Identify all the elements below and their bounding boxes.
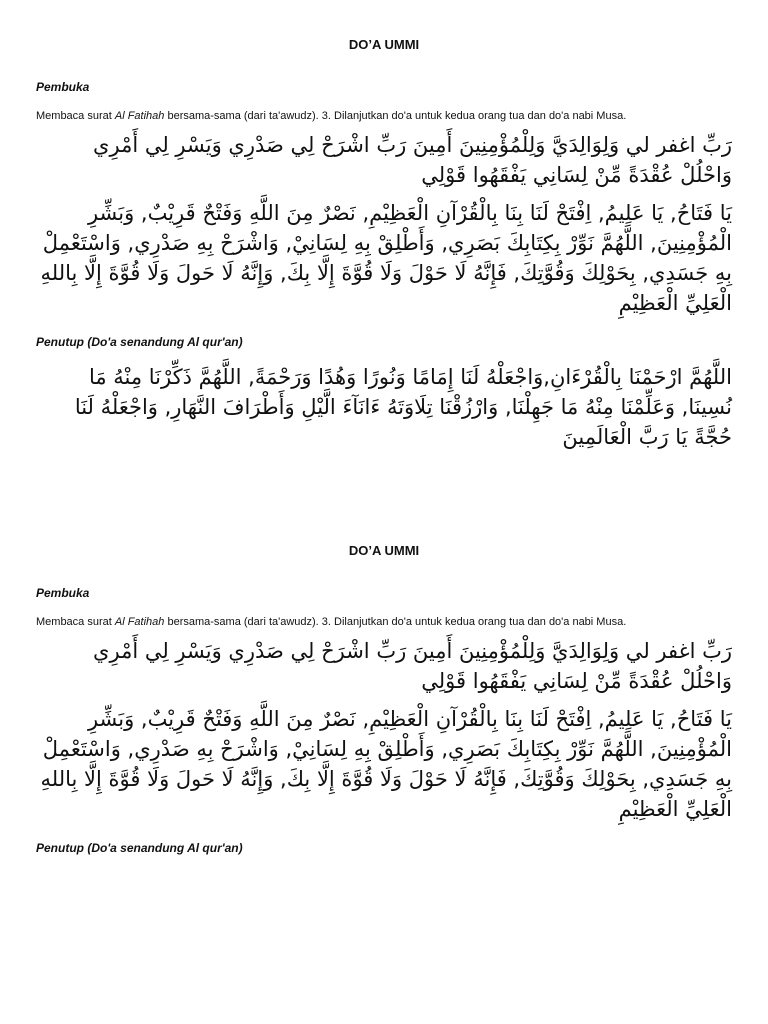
arabic-verse-opening-quran: يَا فَتَاحُ, يَا عَلِيمُ, اِفْتَحْ لَنَا بِنَا بِالْقُرْآنِ الْعَظِيْمِ, نَصْرٌ مِنَ اللَّهِ وَفَتْحٌ قَرِيْبٌ, وَبَشِّرِ الْمُؤْمِنِينَ, اللَّهُمَّ نَوِّرْ بِكِتَابِكَ بَصَرِي, وَأَطْلِقْ بِهِ لِسَانِيْ, وَاشْرَحْ بِهِ صَدْرِي, وَاسْتَعْمِلْ بِهِ جَسَدِي, بِحَوْلِكَ وَقُوَّتِكَ, فَإِنَّهُ لَا حَوْلَ وَلَا قُوَّةَ إِلَّا بِكَ, وَإِنَّهُ لَا حَولَ وَلَا قُوَّةَ إِلَّا بِاللهِ الْعَلِيِّ الْعَظِيْمِ [40, 201, 732, 315]
document-title: DO’A UMMI [348, 37, 420, 52]
surah-name: Al Fatihah [114, 110, 165, 122]
arabic-verse-parents-musa: رَبِّ اغفر لي وَلِوَالِدَيَّ وَلِلْمُؤْمِنِينَ أَمِينَ رَبِّ اشْرَحْ لِي صَدْرِي وَيَسْرِ لِي أَمْرِي وَاحْلُلْ عُقْدَةً مِّنْ لِسَانِي يَفْقَهُوا قَوْلِي [93, 639, 732, 693]
reading-instruction [36, 614, 732, 630]
instruction-text-after: bersama-sama (dari ta'awudz). 3. Dilanjutkan do'a untuk kedua orang tua dan do'a nabi Musa. [164, 616, 627, 628]
doa-section-2 [36, 540, 732, 856]
opening-heading: Pembuka [36, 80, 90, 94]
reading-instruction [36, 108, 732, 124]
closing-heading: Penutup (Do'a senandung Al qur'an) [36, 841, 243, 855]
arabic-verse-opening-quran: يَا فَتَاحُ, يَا عَلِيمُ, اِفْتَحْ لَنَا بِنَا بِالْقُرْآنِ الْعَظِيْمِ, نَصْرٌ مِنَ اللَّهِ وَفَتْحٌ قَرِيْبٌ, وَبَشِّرِ الْمُؤْمِنِينَ, اللَّهُمَّ نَوِّرْ بِكِتَابِكَ بَصَرِي, وَأَطْلِقْ بِهِ لِسَانِيْ, وَاشْرَحْ بِهِ صَدْرِي, وَاسْتَعْمِلْ بِهِ جَسَدِي, بِحَوْلِكَ وَقُوَّتِكَ, فَإِنَّهُ لَا حَوْلَ وَلَا قُوَّةَ إِلَّا بِكَ, وَإِنَّهُ لَا حَولَ وَلَا قُوَّةَ إِلَّا بِاللهِ الْعَلِيِّ الْعَظِيْمِ [40, 707, 732, 821]
document-title: DO’A UMMI [348, 543, 420, 558]
instruction-text-before: Membaca surat [36, 616, 115, 628]
arabic-verse-closing-quran: اللَّهُمَّ ارْحَمْنَا بِالْقُرْءَانِ,وَاجْعَلْهُ لَنَا إِمَامًا وَنُورًا وَهُدًا وَرَحْمَةً, اللَّهُمَّ ذَكِّرْنَا مِنْهُ مَا نُسِينَا, وَعَلِّمْنَا مِنْهُ مَا جَهِلْنَا, وَارْزُقْنَا تِلَاوَتَهُ ءَانَآءَ الَّيْلِ وَأَطْرَافَ النَّهَارِ, وَاجْعَلْهُ لَنَا حُجَّةً يَا رَبَّ الْعَالَمِينَ [74, 365, 732, 449]
doa-section-1 [36, 34, 732, 452]
surah-name: Al Fatihah [114, 616, 165, 628]
closing-heading: Penutup (Do'a senandung Al qur'an) [36, 335, 243, 349]
arabic-verse-parents-musa: رَبِّ اغفر لي وَلِوَالِدَيَّ وَلِلْمُؤْمِنِينَ أَمِينَ رَبِّ اشْرَحْ لِي صَدْرِي وَيَسْرِ لِي أَمْرِي وَاحْلُلْ عُقْدَةً مِّنْ لِسَانِي يَفْقَهُوا قَوْلِي [93, 133, 732, 187]
instruction-text-after: bersama-sama (dari ta'awudz). 3. Dilanjutkan do'a untuk kedua orang tua dan do'a nabi Musa. [164, 110, 627, 122]
opening-heading: Pembuka [36, 586, 90, 600]
instruction-text-before: Membaca surat [36, 110, 115, 122]
